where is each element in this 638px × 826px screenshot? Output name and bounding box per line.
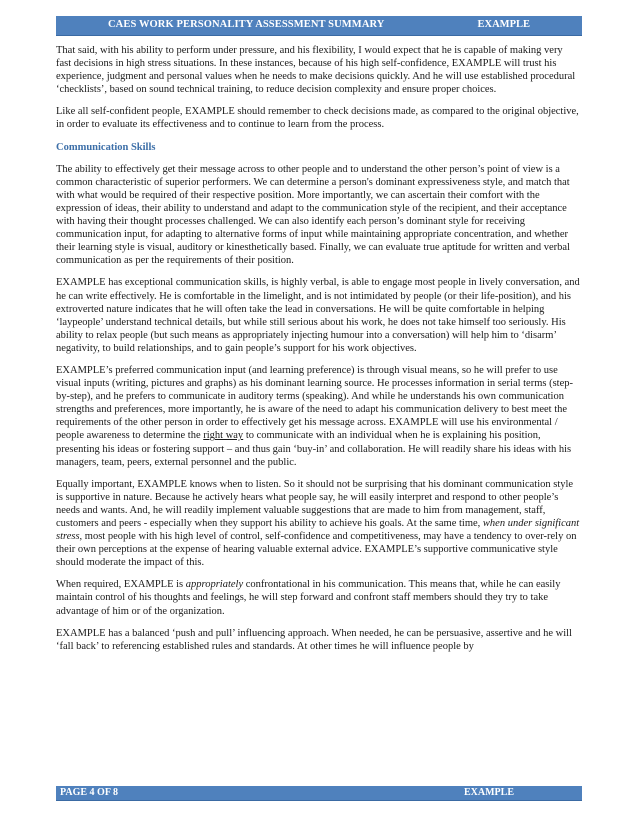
paragraph-influencing: EXAMPLE has a balanced ‘push and pull’ influencing approach. When needed, he can be persuasive, assertive and he will ‘fall back’ to referencing established rules and standards. At other times he will influence people by: [56, 627, 572, 652]
header-title: CAES WORK PERSONALITY ASSESSMENT SUMMARY: [108, 19, 385, 30]
paragraph-communication-skills: EXAMPLE has exceptional communication skills, is highly verbal, is able to engage most people in lively conversation, and he can write effectively. He is comfortable in the limelight, and is not intimidated by people (or their life-position), and his extroverted nature indicates that he will often take the lead in conversations. He will be quite comfortable in helping ‘laypeople’ understand technical details, but while still serious about his work, he does not take himself too seriously. His ability to relax people (but such means as appropriately injecting humour into a conversation) will help him to ‘disarm’ negativity, to build relationships, and to gain people’s support for his work objectives.: [56, 277, 580, 354]
section-heading-communication-skills: Communication Skills: [56, 141, 156, 153]
paragraph-decision-making: That said, with his ability to perform under pressure, and his flexibility, I would expect that he is capable of making very fast decisions in high stress situations. In these instances, because of his high self-confidence, EXAMPLE will trust his experience, judgment and personal values when he needs to make decisions quickly. And he will use established procedural ‘checklists’, based on sound technical training, to reduce decision complexity and ensure proper choices.: [56, 45, 576, 96]
page-number: PAGE 4 OF 8: [60, 787, 119, 798]
paragraph-text: confrontational in his communication. This means that, while he can easily maintain control of his thoughts and feelings, he will step forward and confront staff members should they try to take advantage of him or of the organization.: [56, 579, 561, 617]
underlined-phrase: right way: [203, 430, 244, 442]
paragraph-text: Equally important, EXAMPLE knows when to listen. So it should not be surprising that his dominant communication style is supportive in nature. Because he actively hears what people say, he will easily interpret and respond to other people’s needs and wants. And, he will readily implement valuable suggestions that are made to him from management, staff, customers and peers - especially when they support his ability to achieve his goals. At the same time,: [56, 478, 574, 529]
paragraph-text: , most people with his high level of control, self-confidence and competitiveness, may have a tendency to over-rely on their own perceptions at the expense of hearing valuable external advice. EXAMPLE’s supportive communicative style should moderate the impact of this.: [56, 531, 577, 569]
paragraph-text: When required, EXAMPLE is: [56, 579, 186, 591]
paragraph-confrontation: [56, 578, 580, 617]
page-content: [56, 44, 580, 772]
paragraph-check-decisions: Like all self-confident people, EXAMPLE should remember to check decisions made, as compared to the original objective, in order to evaluate its effectiveness and to continue to learn from the process.: [56, 106, 579, 131]
paragraph-communication-intro: The ability to effectively get their message across to other people and to understand the other person’s point of view is a common characteristic of superior performers. We can determine a person's dominant expressiveness style, and match that with what would be required of their respective position. More importantly, we can ascertain their comfort with the expression of ideas, their ability to understand and adapt to the communication style of the recipient, and their acceptance with having their thought processes challenged. We can also identify each person’s dominant style for receiving communication input, for adapting to alternative forms of input while maintaining appropriate concentration, and whether their learning style is visual, auditory or kinesthetically based. Finally, we can evaluate true aptitude for written and verbal communication as per the requirements of their position.: [56, 163, 570, 267]
paragraph-listening: [56, 478, 580, 570]
paragraph-communication-input: [56, 364, 580, 469]
emphasized-phrase: appropriately: [185, 579, 244, 591]
paragraph-text: to communicate with an individual when he is explaining his position, presenting his ideas or fostering support – and thus gain ‘buy-in’ and collaboration. He will readily share his ideas with his managers, team, peers, external personnel and the public.: [56, 430, 572, 468]
paragraph-text: EXAMPLE’s preferred communication input (and learning preference) is through visual means, so he will prefer to use visual inputs (writing, pictures and graphs) as his dominant learning source. He processes information in serial terms (step-by-step), and he prefers to communicate in auditory terms (speaking). And while he understands his own communication strengths and preferences, more importantly, he is aware of the need to adapt his communication delivery to best meet the requirements of the other person in order to effectively get his message across. EXAMPLE will use his environmental / people awareness to determine the: [56, 364, 574, 442]
footer-document-name: EXAMPLE: [464, 787, 514, 798]
header-document-name: EXAMPLE: [477, 19, 530, 30]
page-footer: [56, 786, 582, 800]
page-header: [56, 16, 582, 35]
emphasized-phrase: when under significant stress: [56, 518, 580, 543]
